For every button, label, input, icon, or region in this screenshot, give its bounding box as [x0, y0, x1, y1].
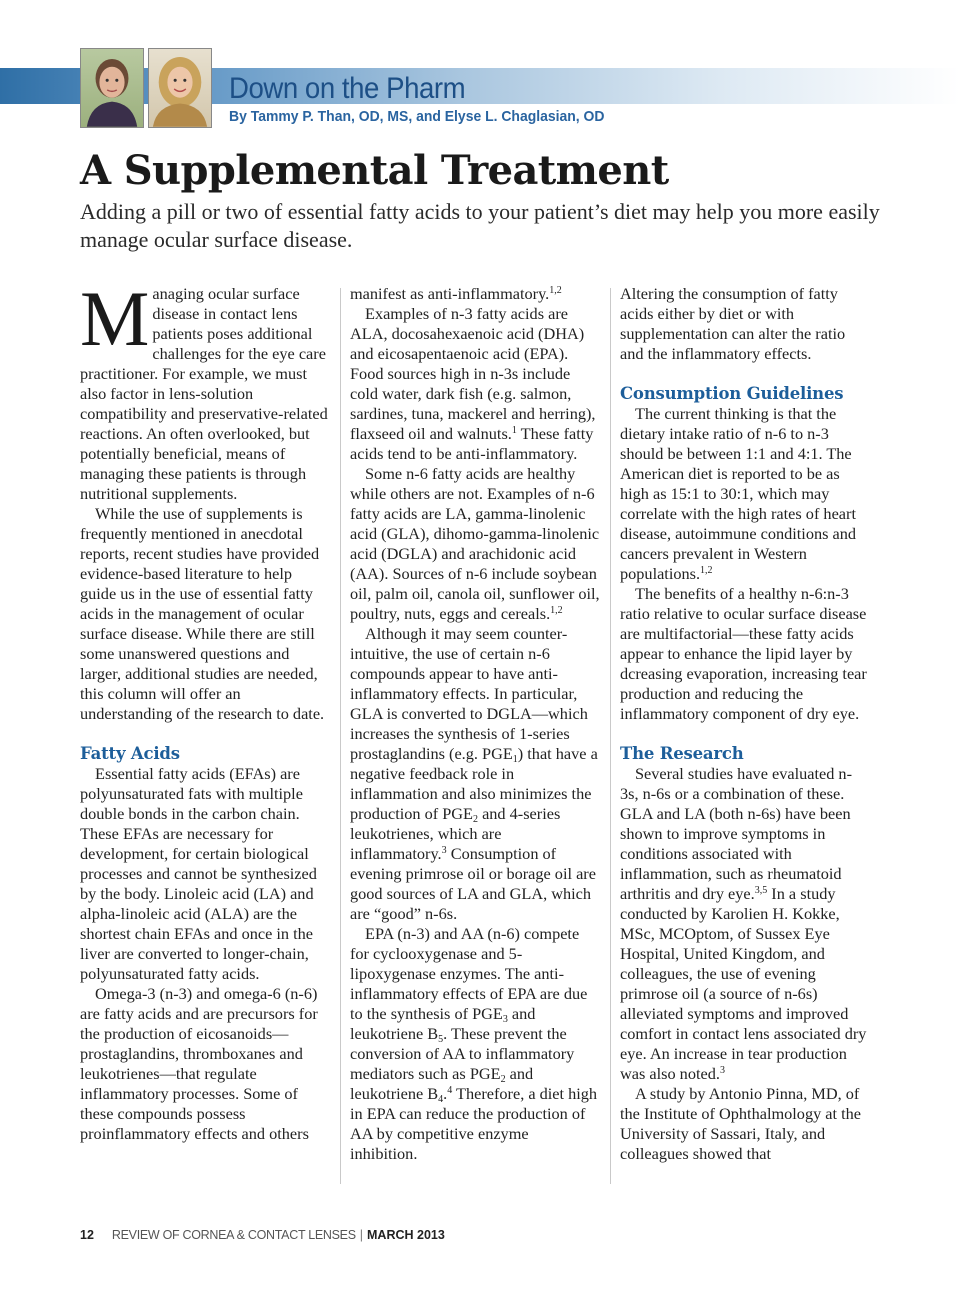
- paragraph-text: . These prevent the conversion of AA to inflammatory mediators such as PGE: [350, 1024, 575, 1083]
- body-paragraph: A study by Antonio Pinna, MD, of the Institute of Ophthalmology at the University of Sassari, Italy, and colleagues showed that: [620, 1084, 862, 1163]
- subhead-consumption-guidelines: Consumption Guidelines: [620, 384, 844, 403]
- paragraph-text: ) that have a negative feedback role in inflammation and also minimizes the production of PGE: [350, 744, 598, 823]
- subscript: 2: [473, 814, 478, 825]
- subscript: 3: [502, 1014, 508, 1025]
- body-paragraph: Essential fatty acids (EFAs) are polyunsaturated fats with multiple double bonds in the carbon chain. These EFAs are necessary for development, for certain biological processes and cannot be synthesized by the body. Linoleic acid (LA) and alpha-linoleic acid (ALA) are the shortest chain EFAs and once in the liver are converted to longer-chain, polyunsaturated fatty acids.: [80, 764, 317, 983]
- author-portrait-icon: [149, 49, 211, 127]
- reference-marker: 1,2: [549, 285, 562, 296]
- byline: By Tammy P. Than, OD, MS, and Elyse L. Chaglasian, OD: [229, 108, 605, 125]
- column-header-band: [0, 68, 960, 104]
- body-paragraph: [620, 764, 870, 1084]
- paragraph-text: and leukotriene B: [350, 1004, 536, 1043]
- body-paragraph: Omega-3 (n-3) and omega-6 (n-6) are fatty acids and are precursors for the production of eicosanoids—prostaglandins, thromboxanes and leukotrienes—that regulate inflammatory processes. Some of these compounds possess proinflammatory effects and others: [80, 984, 318, 1143]
- subhead-the-research: The Research: [620, 744, 744, 763]
- reference-marker: 3,5: [754, 885, 768, 896]
- column-name: Down on the Pharm: [229, 72, 466, 105]
- paragraph-text: .: [443, 1084, 448, 1103]
- paragraph-text: The current thinking is that the dietary intake ratio of n-6 to n-3 should be between 1:1 and 4:1. The American diet is reported to be as high as 15:1 to 30:1, which may correlate with the high rates of heart disease, autoimmune conditions and cancers prevalent in Western populations.: [620, 404, 857, 583]
- paragraph-text: Several studies have evaluated n-3s, n-6s or a combination of these. GLA and LA (both n-6s) have been shown to improve symptoms in conditions associated with inflammation, such as rheumatoid arthritis and dry eye.: [620, 764, 852, 903]
- article-headline: A Supplemental Treatment: [80, 147, 669, 194]
- body-paragraph: [620, 404, 870, 584]
- column-divider: [340, 288, 341, 1184]
- reference-marker: 4: [447, 1085, 453, 1096]
- paragraph-text: anaging ocular surface disease in contact lens patients poses additional challenges for the eye care practitioner. For example, we must also factor in lens-solution compatibility and preservative-related reactions. An often overlooked, but potentially beneficial, means of managing these patients is through nutritional supplements.: [80, 284, 328, 503]
- reference-marker: 1,2: [700, 565, 713, 576]
- paragraph-text: manifest as anti-inflammatory.: [350, 284, 550, 303]
- body-paragraph: [350, 304, 600, 464]
- body-paragraph: [350, 624, 600, 924]
- page-footer: [80, 1228, 445, 1242]
- author-portrait-icon: [81, 49, 143, 127]
- body-column-2: [350, 284, 600, 1164]
- paragraph-text: and 4-series leukotrienes, which are inflammatory.: [350, 804, 561, 863]
- reference-marker: 3: [719, 1065, 725, 1076]
- drop-cap: M: [80, 275, 150, 362]
- author-photo-chaglasian: [148, 48, 212, 128]
- paragraph-text: and leukotriene B: [350, 1064, 534, 1103]
- paragraph-text: These fatty acids tend to be anti-inflammatory.: [350, 424, 594, 463]
- body-column-3: [620, 284, 870, 1164]
- subscript: 5: [438, 1034, 444, 1045]
- paragraph-text: Although it may seem counter-intuitive, the use of certain n-6 compounds appear to have anti-inflammatory effects. In particular, GLA is converted to DGLA—which increases the synthesis of 1-series prostaglandins (e.g. PGE: [350, 624, 588, 763]
- subscript: 1: [512, 754, 518, 765]
- issue-date: MARCH 2013: [367, 1228, 445, 1242]
- paragraph-text: Some n-6 fatty acids are healthy while others are not. Examples of n-6 fatty acids are LA, gamma-linolenic acid (GLA), dihomo-gamma-linolenic acid (DGLA) and arachidonic acid (AA). Sources of n-6 include soybean oil, palm oil, canola oil, sunflower oil, poultry, nuts, eggs and cereals.: [350, 464, 600, 623]
- footer-separator: |: [359, 1228, 364, 1242]
- subscript: 4: [438, 1094, 444, 1105]
- reference-marker: 3: [441, 845, 447, 856]
- reference-marker: 1: [511, 425, 517, 436]
- publication-name: REVIEW OF CORNEA & CONTACT LENSES: [111, 1228, 356, 1242]
- body-paragraph: [350, 924, 600, 1164]
- article-dek: Adding a pill or two of essential fatty acids to your patient’s diet may help you more easily manage ocular surface disease.: [80, 199, 880, 252]
- body-column-1: [80, 275, 330, 1144]
- body-paragraph: [350, 284, 600, 304]
- subscript: 2: [500, 1074, 506, 1085]
- body-paragraph: [80, 275, 330, 504]
- body-paragraph: Altering the consumption of fatty acids either by diet or with supplementation can alter the ratio and the inflammatory effects.: [620, 284, 846, 363]
- paragraph-text: Therefore, a diet high in EPA can reduce the production of AA by competitive enzyme inhibition.: [350, 1084, 598, 1163]
- page-number: 12: [80, 1228, 94, 1242]
- paragraph-text: Consumption of evening primrose oil or borage oil are good sources of LA and GLA, which are “good” n-6s.: [350, 844, 596, 923]
- column-divider: [610, 288, 611, 1184]
- author-photo-than: [80, 48, 144, 128]
- subhead-fatty-acids: Fatty Acids: [80, 744, 180, 763]
- reference-marker: 1,2: [550, 605, 563, 616]
- body-paragraph: While the use of supplements is frequently mentioned in anecdotal reports, recent studies have provided evidence-based literature to help guide us in the use of essential fatty acids in the management of ocular surface disease. While there are still some unanswered questions and larger, additional studies are needed, this column will offer an understanding of the research to date.: [80, 504, 325, 723]
- paragraph-text: Examples of n-3 fatty acids are ALA, docosahexaenoic acid (DHA) and eicosapentaenoic acid (EPA). Food sources high in n-3s include cold water, dark fish (e.g. salmon, sardines, tuna, mackerel and herring), flaxseed oil and walnuts.: [350, 304, 596, 443]
- paragraph-text: In a study conducted by Karolien H. Kokke, MSc, MCOptom, of Sussex Eye Hospital, United Kingdom, and colleagues, the use of evening primrose oil (a source of n-6s) alleviated symptoms and improved comfort in contact lens associated dry eye. An increase in tear production was also noted.: [620, 884, 867, 1083]
- body-paragraph: [350, 464, 600, 624]
- body-paragraph: The benefits of a healthy n-6:n-3 ratio relative to ocular surface disease are multifactorial—these fatty acids appear to enhance the lipid layer by dcreasing evaporation, increasing tear production and reducing the inflammatory component of dry eye.: [620, 584, 867, 723]
- paragraph-text: EPA (n-3) and AA (n-6) compete for cyclooxygenase and 5-lipoxygenase enzymes. The anti-inflammatory effects of EPA are due to the synthesis of PGE: [350, 924, 588, 1023]
